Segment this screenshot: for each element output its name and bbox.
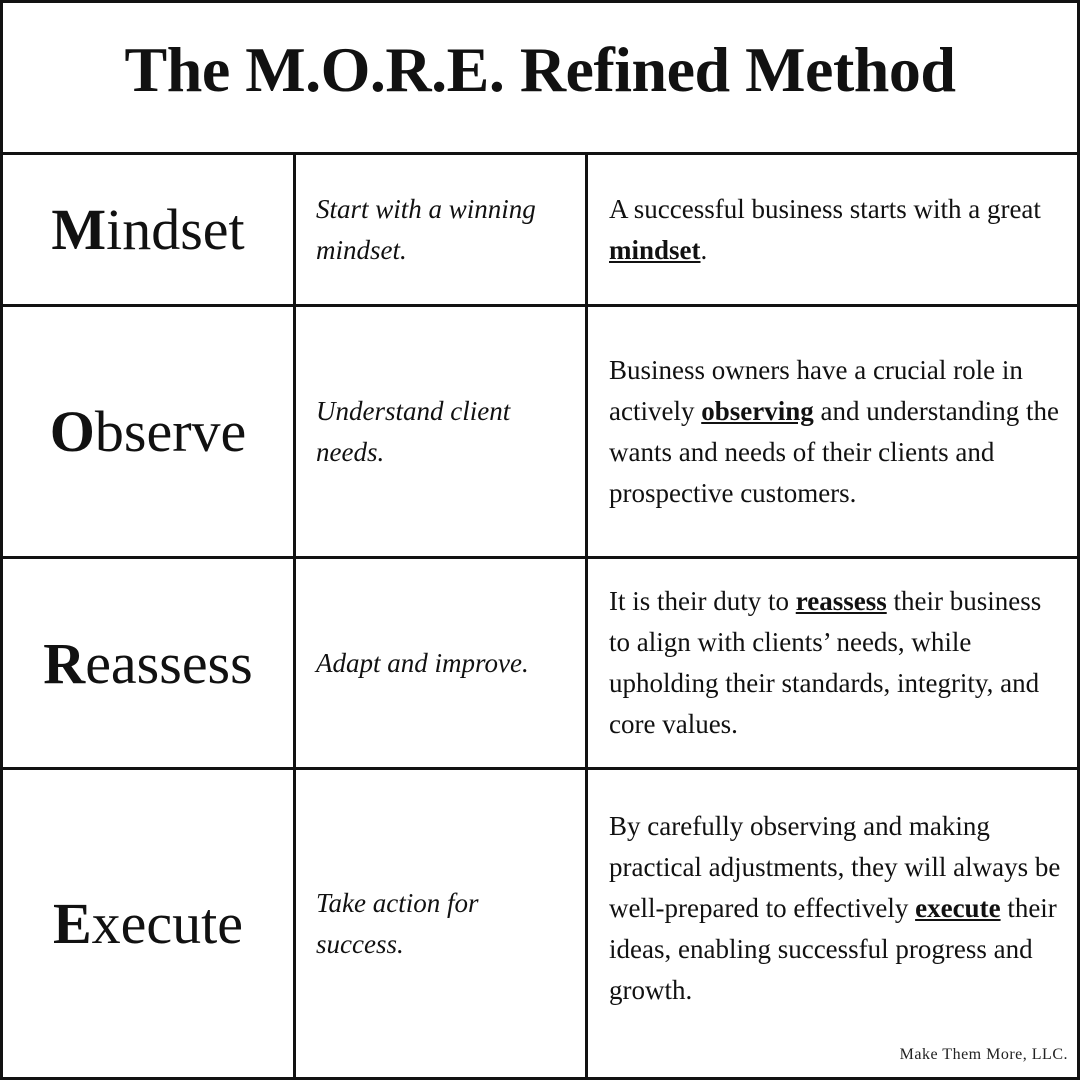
description-text: It is their duty to bbox=[609, 586, 796, 616]
table-row-execute-tagline-cell bbox=[296, 770, 585, 1077]
row-word-initial: O bbox=[49, 399, 95, 464]
row-tagline: Understand client needs. bbox=[316, 395, 511, 467]
row-description bbox=[609, 189, 1063, 271]
row-word bbox=[51, 196, 244, 263]
table-row-reassess-word-cell bbox=[3, 559, 293, 767]
table-row-mindset-description-cell bbox=[588, 155, 1077, 304]
description-text: and understanding the wants and needs of their clients and prospective customers. bbox=[609, 395, 1059, 508]
row-tagline: Adapt and improve. bbox=[316, 647, 529, 678]
row-word-rest: bserve bbox=[94, 399, 247, 464]
description-keyword: mindset bbox=[609, 234, 701, 265]
description-text: By carefully observing and making practical adjustments, they will always be well-prepared to effectively bbox=[609, 810, 1061, 923]
row-word-initial: M bbox=[51, 197, 107, 262]
footer-credit: Make Them More, LLC. bbox=[899, 1046, 1068, 1063]
description-text: A successful business starts with a great bbox=[609, 193, 1041, 224]
page-title: The M.O.R.E. Refined Method bbox=[124, 34, 956, 105]
table-row-observe-description-cell bbox=[588, 307, 1077, 556]
description-keyword: reassess bbox=[795, 586, 887, 616]
row-word bbox=[43, 630, 252, 697]
table-row-reassess-tagline-cell bbox=[296, 559, 585, 767]
table-row-mindset-word-cell bbox=[3, 155, 293, 304]
table-row-mindset-tagline-cell bbox=[296, 155, 585, 304]
description-keyword: execute bbox=[915, 892, 1001, 923]
table-row-observe-word-cell bbox=[3, 307, 293, 556]
row-word-rest: indset bbox=[106, 197, 245, 262]
description-text: their business to align with clients’ needs, while upholding their standards, integrity, and core values. bbox=[609, 586, 1042, 739]
row-tagline: Start with a winning mindset. bbox=[316, 193, 536, 265]
row-word-rest: eassess bbox=[85, 630, 253, 696]
row-word-initial: E bbox=[52, 891, 92, 956]
table-row-reassess-description-cell bbox=[588, 559, 1077, 767]
row-description bbox=[609, 350, 1063, 514]
description-text: their ideas, enabling successful progress and growth. bbox=[609, 892, 1057, 1005]
row-tagline: Take action for success. bbox=[316, 887, 479, 959]
title-row bbox=[0, 0, 1080, 155]
row-word-rest: xecute bbox=[91, 891, 244, 956]
description-text: . bbox=[700, 234, 708, 265]
table-row-execute-description-cell bbox=[588, 770, 1077, 1040]
row-word-initial: R bbox=[43, 630, 86, 696]
row-description bbox=[609, 581, 1063, 745]
table-row-execute-word-cell bbox=[3, 770, 293, 1077]
table-row-observe-tagline-cell bbox=[296, 307, 585, 556]
row-word bbox=[50, 398, 247, 465]
description-keyword: observing bbox=[701, 395, 814, 426]
description-text: Business owners have a crucial role in actively bbox=[609, 354, 1023, 426]
row-word bbox=[53, 890, 243, 957]
row-description bbox=[609, 806, 1063, 1011]
